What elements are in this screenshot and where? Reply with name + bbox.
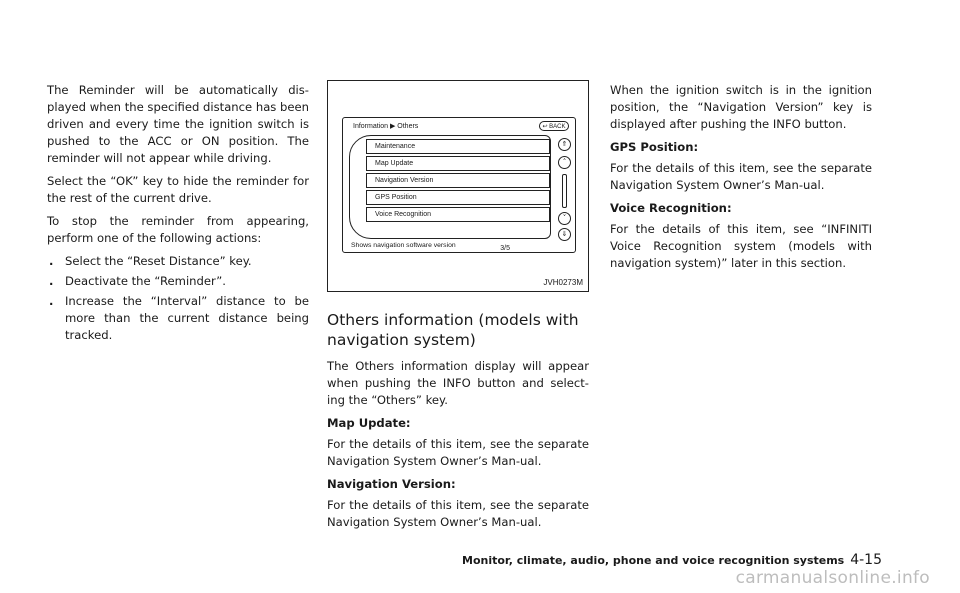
back-label: BACK [549,124,566,130]
navigation-version-heading: Navigation Version: [327,477,456,491]
navigation-version-text: For the details of this item, see the separate Navigation System Owner’s Man-ual. [327,498,589,529]
ok-key-paragraph: Select the “OK” key to hide the reminder for the rest of the current drive. [47,174,309,205]
list-item [47,273,309,290]
scroll-down-icon[interactable]: ˅ [558,212,571,225]
page-indicator: 3/5 [500,245,510,252]
reminder-paragraph: The Reminder will be automatically dis-played when the specified distance has been driven and every time the ignition switch is pushed to the ACC or ON position. The reminder will not appear while driving. [47,83,310,165]
ignition-paragraph: When the ignition switch is in the ignition position, the “Navigation Version” key is displayed after pushing the INFO button. [610,83,872,131]
status-text: Shows navigation software version [351,242,456,249]
left-column [47,82,309,347]
page-number: 4-15 [850,552,882,568]
right-column [610,82,872,278]
intro-paragraph: The Others information display will appear when pushing the INFO button and select-ing the “Others” key. [327,359,589,407]
watermark: carmanualsonline.info [735,568,930,588]
menu-item-navigation-version[interactable]: Navigation Version [366,173,550,188]
list-item-text: Increase the “Interval” distance to be more than the current distance being tracked. [65,294,309,342]
list-item-text: Deactivate the “Reminder”. [65,274,226,288]
actions-list [47,253,309,344]
voice-recognition-heading: Voice Recognition: [610,201,732,215]
voice-recognition-text: For the details of this item, see “INFINITI Voice Recognition system (models with navigation system)” later in this section. [610,222,872,270]
breadcrumb: Information ▶ Others [353,123,419,130]
menu-item-voice-recognition[interactable]: Voice Recognition [366,207,550,222]
back-button[interactable]: ↩ BACK [539,121,569,131]
bullet-icon: . [49,254,54,268]
gps-position-heading: GPS Position: [610,140,699,154]
menu-item-maintenance[interactable]: Maintenance [366,139,550,154]
stop-reminder-paragraph: To stop the reminder from appearing, perform one of the following actions: [47,214,309,245]
menu-item-gps-position[interactable]: GPS Position [366,190,550,205]
list-item [47,293,309,344]
list-item-text: Select the “Reset Distance” key. [65,254,252,268]
map-update-heading: Map Update: [327,416,411,430]
figure-code: JVH0273M [543,278,583,287]
section-title: Others information (models with navigation system) [327,311,579,349]
bullet-icon: . [49,274,54,288]
menu-item-map-update[interactable]: Map Update [366,156,550,171]
others-screen-figure [327,80,589,292]
bullet-icon: . [49,294,54,308]
middle-column [327,310,589,537]
info-display-screen [342,117,576,253]
page-down-icon[interactable]: ⇓ [558,228,571,241]
scrollbar[interactable] [562,174,567,208]
footer-section-name: Monitor, climate, audio, phone and voice recognition systems [462,554,845,567]
page-footer [462,552,882,568]
gps-position-text: For the details of this item, see the separate Navigation System Owner’s Man-ual. [610,161,872,192]
map-update-text: For the details of this item, see the separate Navigation System Owner’s Man-ual. [327,437,589,468]
list-item [47,253,309,270]
scroll-up-icon[interactable]: ˄ [558,156,571,169]
page-up-icon[interactable]: ⇑ [558,138,571,151]
